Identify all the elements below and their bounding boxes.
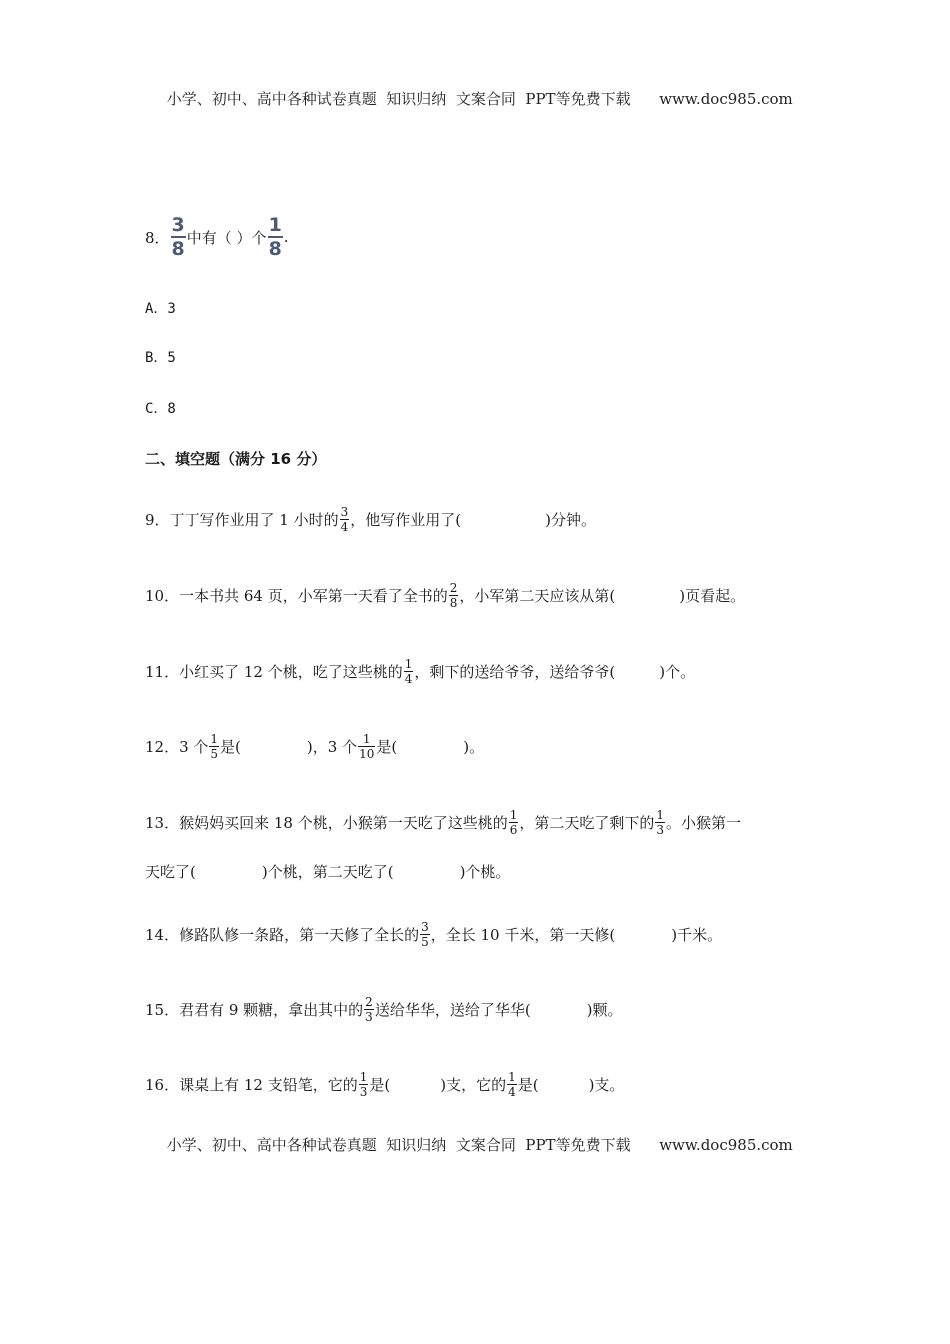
section-title: 二、填空题（满分 16 分） [145, 449, 327, 468]
fraction: $\frac{1}{10}$ [359, 731, 375, 761]
fraction: $\frac{1}{5}$ [210, 731, 219, 761]
fraction: $\frac{1}{8}$ [268, 214, 282, 260]
page-header [0, 70, 950, 109]
question-14: 14．修路队修一条路，第一天修了全长的 $\frac{3}{5}$ ，全长 10 千米，第一天修( )千米。 [145, 919, 723, 949]
option-a[interactable]: A．3 [145, 301, 176, 317]
fraction: $\frac{3}{8}$ [171, 214, 185, 260]
header-url: www.doc985.com [659, 90, 793, 108]
question-13-cont: 天吃了( )个桃，第二天吃了( )个桃。 [145, 862, 511, 881]
question-8: 8． $\frac{3}{8}$ 中有（ ）个 $\frac{1}{8}$ . [145, 214, 289, 260]
question-number: 8． [145, 228, 170, 247]
fraction: $\frac{2}{3}$ [365, 994, 373, 1024]
fraction: $\frac{3}{5}$ [421, 919, 429, 949]
page-footer [0, 1116, 950, 1155]
question-11: 11．小红买了 12 个桃，吃了这些桃的 $\frac{1}{4}$ ，剩下的送给爷爷，送给爷爷( )个。 [145, 656, 696, 686]
fraction: $\frac{1}{3}$ [656, 807, 665, 837]
question-9: 9．丁丁写作业用了 1 小时的 $\frac{3}{4}$ ，他写作业用了( )分钟。 [145, 504, 596, 534]
question-13: 13．猴妈妈买回来 18 个桃，小猴第一天吃了这些桃的 $\frac{1}{6}$ ，第二天吃了剩下的 $\frac{1}{3}$ 。小猴第一 [145, 807, 742, 837]
question-16: 16．课桌上有 12 支铅笔，它的 $\frac{1}{3}$ 是( )支，它的 $\frac{1}{4}$ 是( )支。 [145, 1069, 625, 1099]
header-text: 小学、初中、高中各种试卷真题 知识归纳 文案合同 PPT等免费下载 [166, 90, 631, 108]
fraction: $\frac{1}{3}$ [359, 1069, 368, 1099]
question-text: 中有（ ）个 [186, 228, 267, 247]
question-12: 12．3 个 $\frac{1}{5}$ 是( )，3 个 $\frac{1}{10}$ 是( )。 [145, 731, 485, 761]
option-b[interactable]: B．5 [145, 350, 176, 366]
footer-url: www.doc985.com [659, 1136, 793, 1154]
question-10: 10．一本书共 64 页，小军第一天看了全书的 $\frac{2}{8}$ ，小军第二天应该从第( )页看起。 [145, 580, 746, 610]
question-15: 15．君君有 9 颗糖，拿出其中的 $\frac{2}{3}$ 送给华华，送给了华华( )颗。 [145, 994, 623, 1024]
fraction: $\frac{1}{6}$ [509, 807, 518, 837]
fraction: $\frac{1}{4}$ [404, 656, 413, 686]
footer-text: 小学、初中、高中各种试卷真题 知识归纳 文案合同 PPT等免费下载 [166, 1136, 631, 1154]
option-c[interactable]: C．8 [145, 401, 176, 417]
fraction: $\frac{3}{4}$ [340, 504, 349, 534]
fraction: $\frac{2}{8}$ [449, 580, 458, 610]
fraction: $\frac{1}{4}$ [508, 1069, 516, 1099]
